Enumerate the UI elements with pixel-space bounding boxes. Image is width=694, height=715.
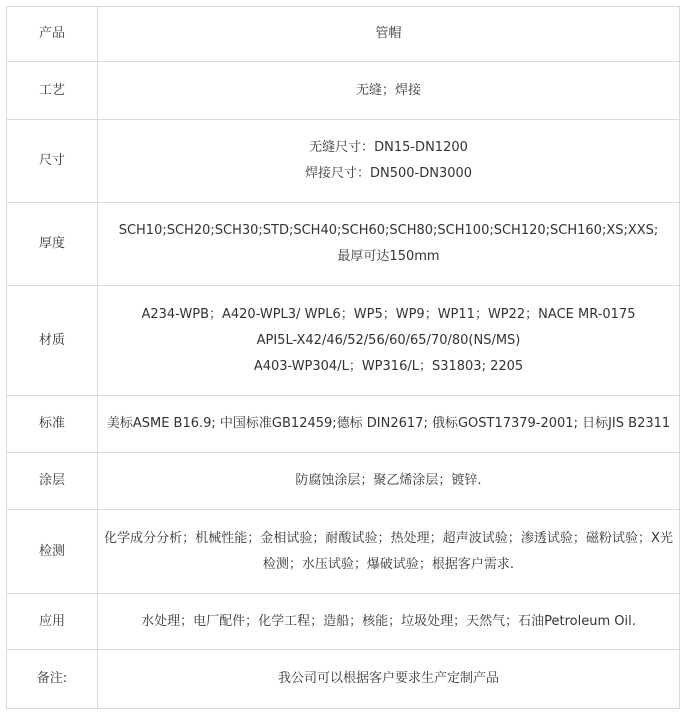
row-label: 厚度 xyxy=(7,203,98,286)
spec-row-inspection xyxy=(7,510,680,594)
row-value xyxy=(98,62,680,120)
value-line: 无缝；焊接 xyxy=(355,82,421,98)
spec-row-size xyxy=(7,120,680,203)
row-value xyxy=(98,594,680,650)
spec-row-application xyxy=(7,594,680,650)
value-line: A234-WPB；A420-WPL3/ WPL6；WP5；WP9；WP11；WP22；NACE MR-0175 xyxy=(141,306,636,322)
value-line: 防腐蚀涂层；聚乙烯涂层；镀锌. xyxy=(295,473,482,488)
row-label: 尺寸 xyxy=(7,120,98,203)
spec-row-remark xyxy=(7,650,680,709)
value-line: 管帽 xyxy=(375,26,402,41)
spec-row-standard xyxy=(7,396,680,453)
product-spec-table xyxy=(6,6,680,709)
row-value xyxy=(98,203,680,286)
row-value xyxy=(98,120,680,203)
row-label: 材质 xyxy=(7,286,98,396)
row-value xyxy=(98,453,680,510)
value-line: 焊接尺寸：DN500-DN3000 xyxy=(304,166,473,181)
value-line: 最厚可达150mm xyxy=(337,249,440,264)
value-line: 水处理；电厂配件；化学工程；造船；核能；垃圾处理；天然气；石油Petroleum Oil. xyxy=(141,613,636,629)
row-label: 涂层 xyxy=(7,453,98,510)
spec-row-product xyxy=(7,7,680,62)
spec-row-coating xyxy=(7,453,680,510)
value-line: SCH10;SCH20;SCH30;STD;SCH40;SCH60;SCH80;SCH100;SCH120;SCH160;XS;XXS; xyxy=(118,223,659,238)
value-line: 无缝尺寸：DN15-DN1200 xyxy=(309,140,468,155)
row-value xyxy=(98,396,680,453)
row-label: 标准 xyxy=(7,396,98,453)
row-label: 应用 xyxy=(7,594,98,650)
row-label: 检测 xyxy=(7,510,98,594)
spec-row-thickness xyxy=(7,203,680,286)
row-value xyxy=(98,286,680,396)
row-label: 备注: xyxy=(7,650,98,709)
row-label: 产品 xyxy=(7,7,98,62)
spec-row-material xyxy=(7,286,680,396)
value-line: A403-WP304/L；WP316/L；S31803; 2205 xyxy=(253,358,524,374)
value-line: 我公司可以根据客户要求生产定制产品 xyxy=(277,671,499,686)
row-label: 工艺 xyxy=(7,62,98,120)
value-line: 美标ASME B16.9; 中国标准GB12459;德标 DIN2617; 俄标GOST17379-2001; 日标JIS B2311 xyxy=(106,416,671,431)
row-value xyxy=(98,650,680,709)
value-text: 化学成分分析；机械性能；金相试验；耐酸试验；热处理；超声波试验；渗透试验；磁粉试验；X光检测；水压试验；爆破试验；根据客户需求. xyxy=(104,530,673,572)
spec-row-process xyxy=(7,62,680,120)
value-line: API5L-X42/46/52/56/60/65/70/80(NS/MS) xyxy=(256,332,521,348)
row-value xyxy=(98,7,680,62)
row-value xyxy=(98,510,680,594)
